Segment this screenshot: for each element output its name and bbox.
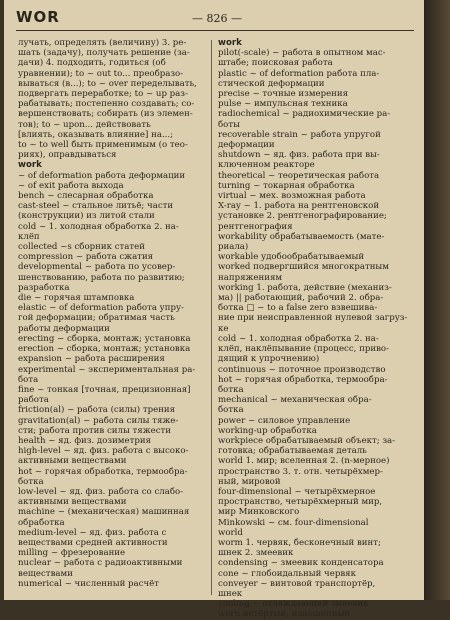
entry-line: сти; работа против силы тяжести (18, 425, 171, 436)
entry-line: дящий к упрочнению) (218, 354, 320, 365)
entry-line: continuous ~ поточное производство (218, 364, 386, 375)
entry-line: machine ~ (механическая) машинная (18, 507, 190, 518)
entry-line: working-up обработка (218, 425, 317, 436)
entry-line: condensing ~ змеевик конденсатора (218, 558, 384, 569)
entry-line: plastic ~ of deformation работа пла- (218, 68, 380, 79)
entry-line: pilot(-scale) ~ работа в опытном мас- (218, 48, 386, 59)
entry-line: ~ of exit работа выхода (18, 180, 124, 191)
entry-line: experimental ~ экспериментальная ра- (18, 364, 196, 375)
column-divider (211, 40, 212, 595)
entry-line: recoverable strain ~ работа упругой (218, 129, 381, 140)
entry-line: mechanical ~ механическая обра- (218, 395, 372, 406)
entry-line: ~ of deformation работа деформации (18, 170, 186, 181)
entry-line: gravitation(al) ~ работа силы тяже- (18, 415, 179, 426)
entry-line: cold ~ 1. холодная обработка 2. на- (218, 333, 379, 344)
entry-line: turning ~ токарная обработка (218, 180, 355, 191)
entry-line: лучать, определять (величину) 3. ре- (18, 38, 187, 48)
entry-line: установке 2. рентгенографирование; (218, 211, 387, 222)
entry-line: worm 1. червяк, бесконечный винт; (218, 537, 381, 548)
entry-line: friction(al) ~ работа (силы) трения (18, 405, 176, 416)
entry-line: health ~ яд. физ. дозиметрия (18, 435, 151, 446)
entry-line: hot ~ горячая обработка, термообра- (218, 374, 388, 385)
entry-line: штабе; поисковая работа (218, 58, 333, 69)
entry-line: мир Минковского (218, 507, 300, 518)
entry-line: cooling ~ охлаждающий змеевик (218, 599, 369, 610)
entry-headword: work (18, 160, 42, 171)
entry-line: работа (18, 395, 49, 406)
entry-line: compression ~ работа сжатия (18, 252, 154, 263)
entry-headword: work (218, 38, 242, 48)
entry-line: workable удобообрабатываемый (218, 252, 365, 263)
entry-line: веществами средней активности (18, 537, 168, 548)
entry-line: workpiece обрабатываемый объект; за- (218, 435, 396, 446)
entry-line: working 1. работа, действие (механиз- (218, 282, 392, 293)
entry-line: шнек 2. змеевик (218, 548, 294, 559)
entry-line: боты (218, 119, 240, 130)
entry-line: developmental ~ работа по усовер- (18, 262, 176, 273)
entry-line: риала) (218, 242, 249, 253)
entry-line: пространство 3. т. отн. четырёхмер- (218, 466, 383, 477)
entry-line: (конструкции) из литой стали (18, 211, 155, 222)
page-header (4, 6, 424, 32)
entry-line: workability обрабатываемость (мате- (218, 231, 385, 242)
entry-line: готовка; обрабатываемая деталь (218, 446, 367, 457)
entry-line: напряжениям (218, 272, 283, 283)
entry-line: ключенном реакторе (218, 160, 315, 171)
entry-line: expansion ~ работа расширения (18, 354, 165, 365)
entry-line: веществами (18, 568, 73, 579)
entry-line: elastic ~ of deformation работа упру- (18, 303, 184, 314)
entry-line: numerical ~ численный расчёт (18, 578, 159, 589)
entry-line: обработка (18, 517, 65, 528)
entry-line: шнек (218, 588, 243, 599)
entry-line: four-dimensional ~ четырёхмерное (218, 486, 376, 497)
entry-line: ботка □ ~ to a false zero взвешива- (218, 303, 378, 314)
entry-line: bench ~ слесарная обработка (18, 191, 154, 202)
entry-line: world (218, 527, 243, 538)
entry-line: cold ~ 1. холодная обработка 2. на- (18, 221, 179, 232)
entry-line: [влиять, оказывать влияние] на...; (18, 129, 174, 140)
entry-line: вываться (в...); to ~ over переделывать, (18, 78, 197, 89)
entry-line: pulse ~ импульсная техника (218, 99, 348, 110)
header-rule (16, 30, 414, 31)
entry-line: ботка (218, 384, 244, 395)
entry-line: гой деформации; обратимая часть (18, 313, 175, 324)
adjacent-page-edge (424, 0, 450, 600)
entry-line: collected ~s сборник статей (18, 242, 145, 253)
entry-line: high-level ~ яд. физ. работа с высоко- (18, 446, 189, 457)
entry-line: cone ~ глобоидальный червяк (218, 568, 356, 579)
left-column (18, 38, 208, 589)
entry-line: world 1. мир; вселенная 2. (n-мерное) (218, 456, 390, 467)
entry-line: шать (задачу), получать решение (за- (18, 48, 190, 59)
entry-line: разработка (18, 282, 70, 293)
page-number: — 826 — (192, 12, 242, 25)
entry-line: ма) || работающий, рабочий 2. обра- (218, 293, 384, 304)
entry-line: шенствованию, работа по развитию; (18, 272, 185, 283)
entry-line: erecting ~ сборка, монтаж; установка (18, 333, 191, 344)
entry-line: shutdown ~ яд. физ. работа при вы- (218, 150, 380, 161)
entry-line: hot ~ горячая обработка, термообра- (18, 466, 188, 477)
entry-line: theoretical ~ теоретическая работа (218, 170, 380, 181)
entry-line: работы деформации (18, 323, 110, 334)
entry-line: virtual ~ мех. возможная работа (218, 191, 366, 202)
entry-line: radiochemical ~ радиохимические ра- (218, 109, 391, 120)
entry-line: to ~ to well быть применимым (о тео- (18, 140, 188, 151)
entry-line: Minkowski ~ см. four-dimensional (218, 517, 369, 528)
entry-line: X-ray ~ 1. работа на рентгеновской (218, 201, 380, 212)
entry-line: рабатывать; постепенно создавать; со- (18, 99, 195, 110)
entry-line: medium-level ~ яд. физ. работа с (18, 527, 167, 538)
entry-line: бота (18, 374, 39, 385)
entry-line: подвергать переработке; to ~ up раз- (18, 89, 188, 100)
entry-line: ние при неисправленной нулевой загруз- (218, 313, 408, 324)
entry-line: клёп, наклёпывание (процесс, приво- (218, 344, 390, 355)
entry-line: conveyer ~ винтовой транспортёр, (218, 578, 376, 589)
entry-line: риях), оправдываться (18, 150, 117, 161)
entry-line: дачи) 4. подходить, годиться (об (18, 58, 166, 69)
dictionary-page (4, 0, 424, 620)
right-column (218, 38, 414, 620)
entry-line: precise ~ точные измерения (218, 89, 349, 100)
entry-line: ный, мировой (218, 476, 281, 487)
entry-line: power ~ силовое управление (218, 415, 351, 426)
entry-line: клёп (18, 231, 40, 242)
entry-line: worked подвергшийся многократным (218, 262, 389, 273)
entry-line: пространство, четырёхмерный мир, (218, 497, 383, 508)
entry-line: активными веществами (18, 456, 127, 467)
entry-line: cast-steel ~ стальное литьё; части (18, 201, 174, 212)
entry-line: деформации (218, 140, 275, 151)
entry-line: nuclear ~ работа с радиоактивными (18, 558, 183, 569)
entry-line: die ~ горячая штамповка (18, 293, 135, 304)
entry-line: ботка (218, 405, 244, 416)
entry-line: milling ~ фрезерование (18, 548, 126, 559)
entry-line: рентгенография (218, 221, 293, 232)
entry-line: вершенствовать; собирать (из элемен- (18, 109, 193, 120)
entry-line: уравнении); to ~ out to... преобразо- (18, 68, 184, 79)
entry-line: активными веществами (18, 497, 127, 508)
entry-line: fine ~ тонкая [точная, прецизионная] (18, 384, 191, 395)
entry-line: тов); to ~ upon... действовать (18, 119, 151, 130)
entry-line: erection ~ сборка, монтаж; установка (18, 344, 191, 355)
entry-line: worn истёртый; изношенный (218, 609, 351, 620)
entry-line: ке (218, 323, 229, 334)
entry-line: low-level ~ яд. физ. работа со слабо- (18, 486, 184, 497)
entry-line: стической деформации (218, 78, 325, 89)
guide-word: WOR (16, 8, 60, 26)
entry-line: ботка (18, 476, 44, 487)
